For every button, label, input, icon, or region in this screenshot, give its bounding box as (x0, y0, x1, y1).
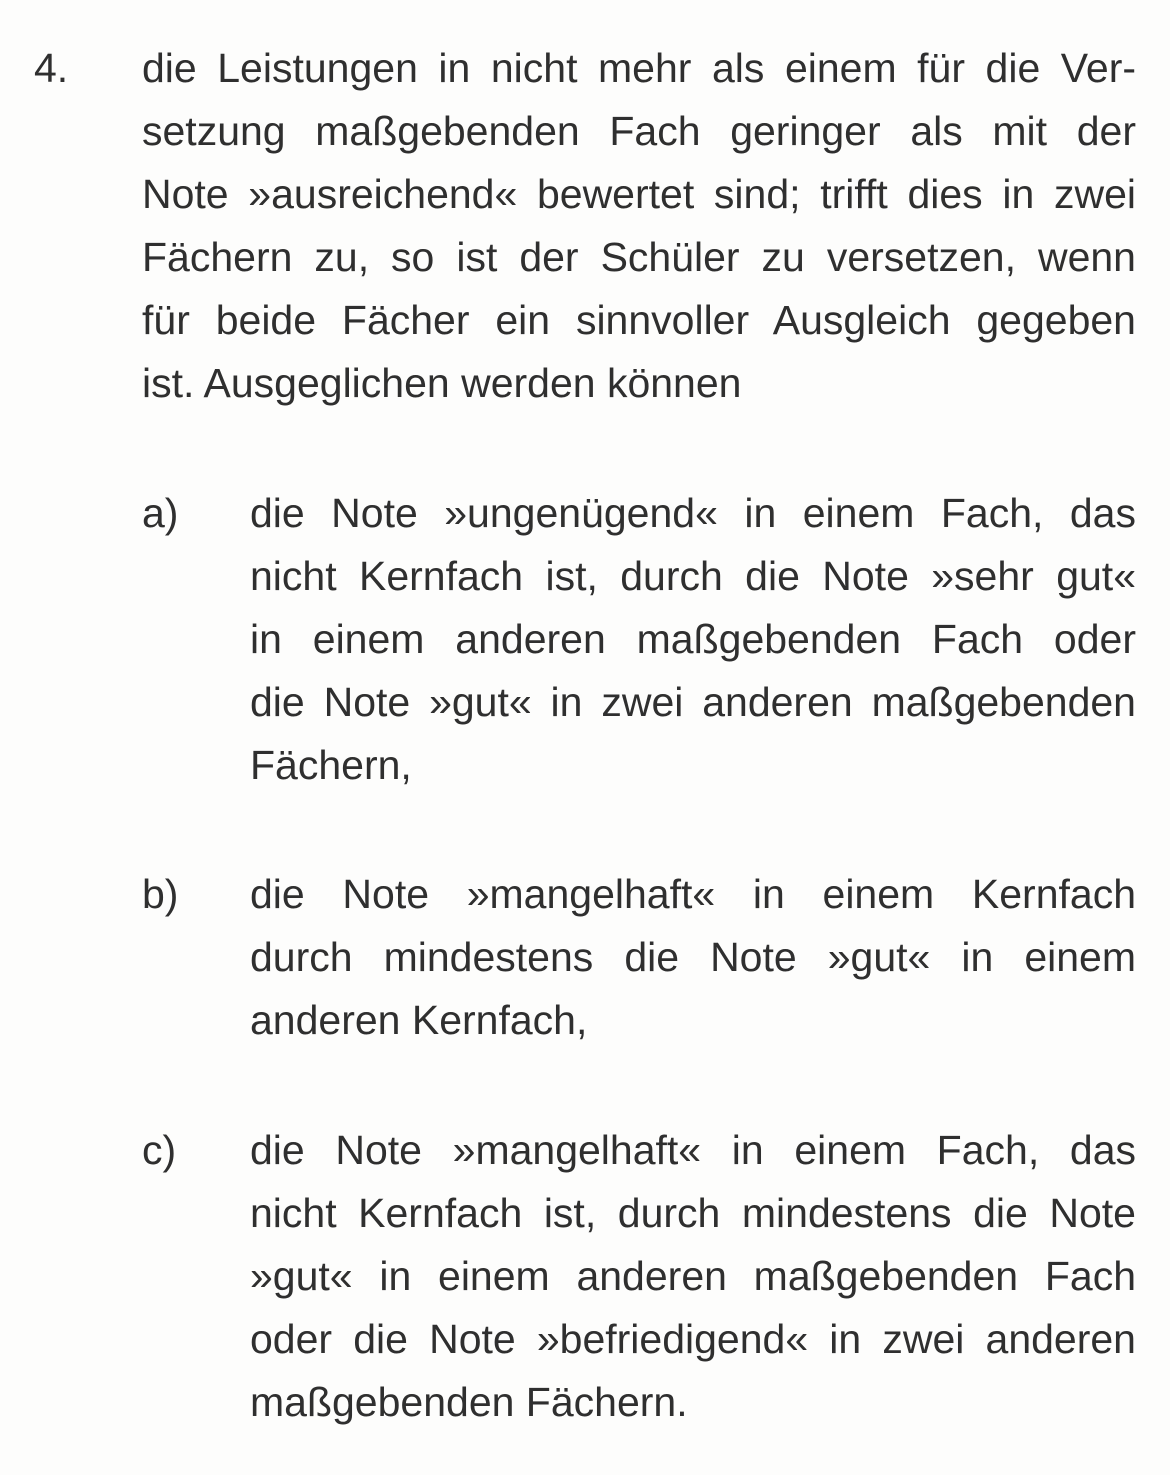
item-text-line: ist. Ausgeglichen werden können (142, 360, 742, 406)
subitem-c-text-line: oder die Note »befriedigend« in zwei anderen (250, 1316, 1136, 1362)
subitem-a-text-line: in einem anderen maßgebenden Fach oder (250, 616, 1136, 662)
item-text-line: für beide Fächer ein sinnvoller Ausgleich gegeben (142, 297, 1136, 343)
subitem-marker-a: a) (142, 490, 179, 536)
subitem-a-text-line: die Note »gut« in zwei anderen maßgebenden (250, 679, 1136, 725)
subitem-a-text-line: Fächern, (250, 742, 412, 788)
subitem-a-text-line: nicht Kernfach ist, durch die Note »sehr gut« (250, 553, 1136, 599)
subitem-b-text-line: durch mindestens die Note »gut« in einem (250, 934, 1136, 980)
subitem-b-text-line: anderen Kernfach, (250, 997, 588, 1043)
subitem-marker-b: b) (142, 871, 179, 917)
item-text-line: Fächern zu, so ist der Schüler zu versetzen, wenn (142, 234, 1136, 280)
subitem-b-text-line: die Note »mangelhaft« in einem Kernfach (250, 871, 1136, 917)
subitem-c-text-line: nicht Kernfach ist, durch mindestens die Note (250, 1190, 1136, 1236)
item-number: 4. (34, 45, 69, 91)
subitem-a-text-line: die Note »ungenügend« in einem Fach, das (250, 490, 1136, 536)
subitem-c-text-line: »gut« in einem anderen maßgebenden Fach (250, 1253, 1136, 1299)
subitem-marker-c: c) (142, 1127, 177, 1173)
item-text-line: setzung maßgebenden Fach geringer als mit der (142, 108, 1136, 154)
item-text-line: die Leistungen in nicht mehr als einem für die Ver- (142, 45, 1136, 91)
item-text-line: Note »ausreichend« bewertet sind; trifft dies in zwei (142, 171, 1136, 217)
subitem-c-text-line: die Note »mangelhaft« in einem Fach, das (250, 1127, 1136, 1173)
subitem-c-text-line: maßgebenden Fächern. (250, 1379, 688, 1425)
